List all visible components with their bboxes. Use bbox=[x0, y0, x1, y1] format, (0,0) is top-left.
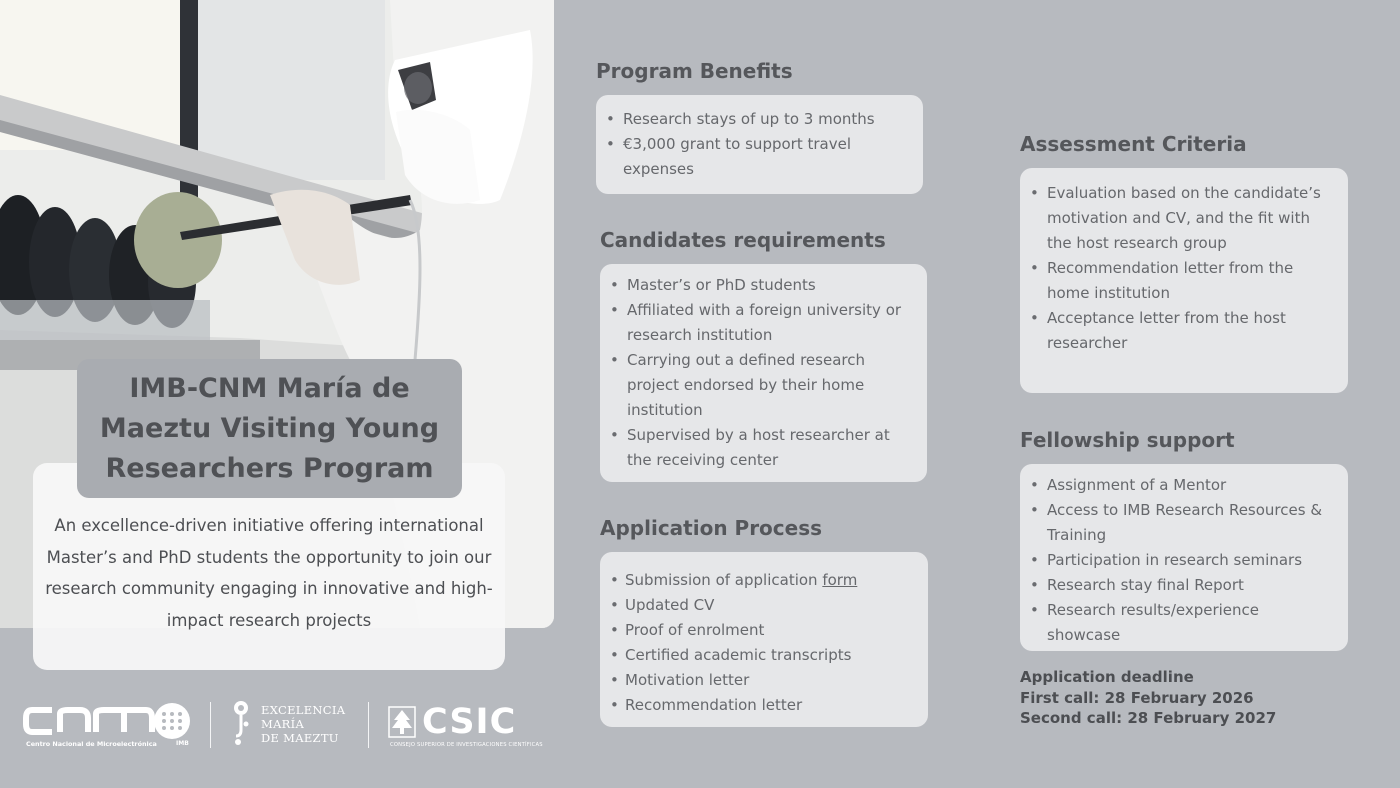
candidates-requirements-card bbox=[600, 264, 927, 482]
program-benefits-list bbox=[596, 107, 909, 182]
list-item: • Updated CV bbox=[600, 593, 918, 618]
application-process-list bbox=[600, 568, 918, 718]
fellowship-support-list bbox=[1020, 473, 1334, 648]
list-item: • Evaluation based on the candidate’s motivation and CV, and the fit with the host research group bbox=[1020, 181, 1330, 256]
program-title-box bbox=[77, 359, 462, 498]
application-process-card bbox=[600, 552, 928, 727]
maeztu-text: EXCELENCIA MARÍA DE MAEZTU bbox=[261, 703, 346, 745]
logo-divider bbox=[368, 702, 369, 748]
assessment-criteria-heading: Assessment Criteria bbox=[1020, 132, 1247, 156]
cnm-logo bbox=[22, 700, 192, 752]
list-item: • Recommendation letter from the home institution bbox=[1020, 256, 1330, 306]
list-item: • Assignment of a Mentor bbox=[1020, 473, 1334, 498]
list-item: • Master’s or PhD students bbox=[600, 273, 911, 298]
candidates-requirements-list bbox=[600, 273, 911, 473]
fellowship-support-heading: Fellowship support bbox=[1020, 428, 1235, 452]
list-item: • Carrying out a defined research project endorsed by their home institution bbox=[600, 348, 911, 423]
csic-subtitle: CONSEJO SUPERIOR DE INVESTIGACIONES CIENTÍFICAS bbox=[390, 742, 543, 748]
list-item: • Certified academic transcripts bbox=[600, 643, 918, 668]
list-item: • Proof of enrolment bbox=[600, 618, 918, 643]
csic-tree-icon bbox=[388, 706, 416, 740]
application-form-link[interactable]: form bbox=[822, 571, 858, 589]
fellowship-support-card bbox=[1020, 464, 1348, 651]
csic-wordmark: CSIC bbox=[422, 702, 517, 742]
deadline-first-call: First call: 28 February 2026 bbox=[1020, 688, 1254, 707]
assessment-criteria-card bbox=[1020, 168, 1348, 393]
list-item: • Acceptance letter from the host researcher bbox=[1020, 306, 1330, 356]
program-benefits-heading: Program Benefits bbox=[596, 59, 793, 83]
assessment-criteria-list bbox=[1020, 181, 1330, 356]
application-deadline bbox=[1020, 667, 1276, 729]
deadline-second-call: Second call: 28 February 2027 bbox=[1020, 709, 1277, 727]
program-title: IMB-CNM María de Maeztu Visiting Young Researchers Program bbox=[99, 372, 440, 484]
deadline-label: Application deadline bbox=[1020, 668, 1194, 686]
cnm-wordmark bbox=[22, 700, 192, 740]
list-item: • Affiliated with a foreign university or research institution bbox=[600, 298, 911, 348]
list-item: • €3,000 grant to support travel expenses bbox=[596, 132, 909, 182]
application-process-heading: Application Process bbox=[600, 516, 823, 540]
intro-text: An excellence-driven initiative offering international Master’s and PhD students the opportunity to join our research community engaging in innovative and high-impact research projects bbox=[45, 516, 493, 630]
list-item: • Motivation letter bbox=[600, 668, 918, 693]
maeztu-emblem-icon bbox=[232, 700, 258, 748]
imb-label: IMB bbox=[176, 740, 189, 747]
list-item: • Participation in research seminars bbox=[1020, 548, 1334, 573]
candidates-requirements-heading: Candidates requirements bbox=[600, 228, 886, 252]
cnm-subtitle: Centro Nacional de Microelectrónica bbox=[26, 740, 157, 748]
maria-de-maeztu-logo bbox=[232, 700, 352, 750]
logo-divider bbox=[210, 702, 211, 748]
program-benefits-card bbox=[596, 95, 923, 194]
list-item: • Access to IMB Research Resources & Training bbox=[1020, 498, 1334, 548]
list-item: • Submission of application form bbox=[600, 568, 918, 593]
list-item: • Recommendation letter bbox=[600, 693, 918, 718]
csic-logo bbox=[388, 704, 553, 752]
partner-logos bbox=[0, 690, 560, 760]
list-item: • Research stay final Report bbox=[1020, 573, 1334, 598]
list-item: • Research results/experience showcase bbox=[1020, 598, 1334, 648]
list-item: • Supervised by a host researcher at the receiving center bbox=[600, 423, 911, 473]
list-item: • Research stays of up to 3 months bbox=[596, 107, 909, 132]
